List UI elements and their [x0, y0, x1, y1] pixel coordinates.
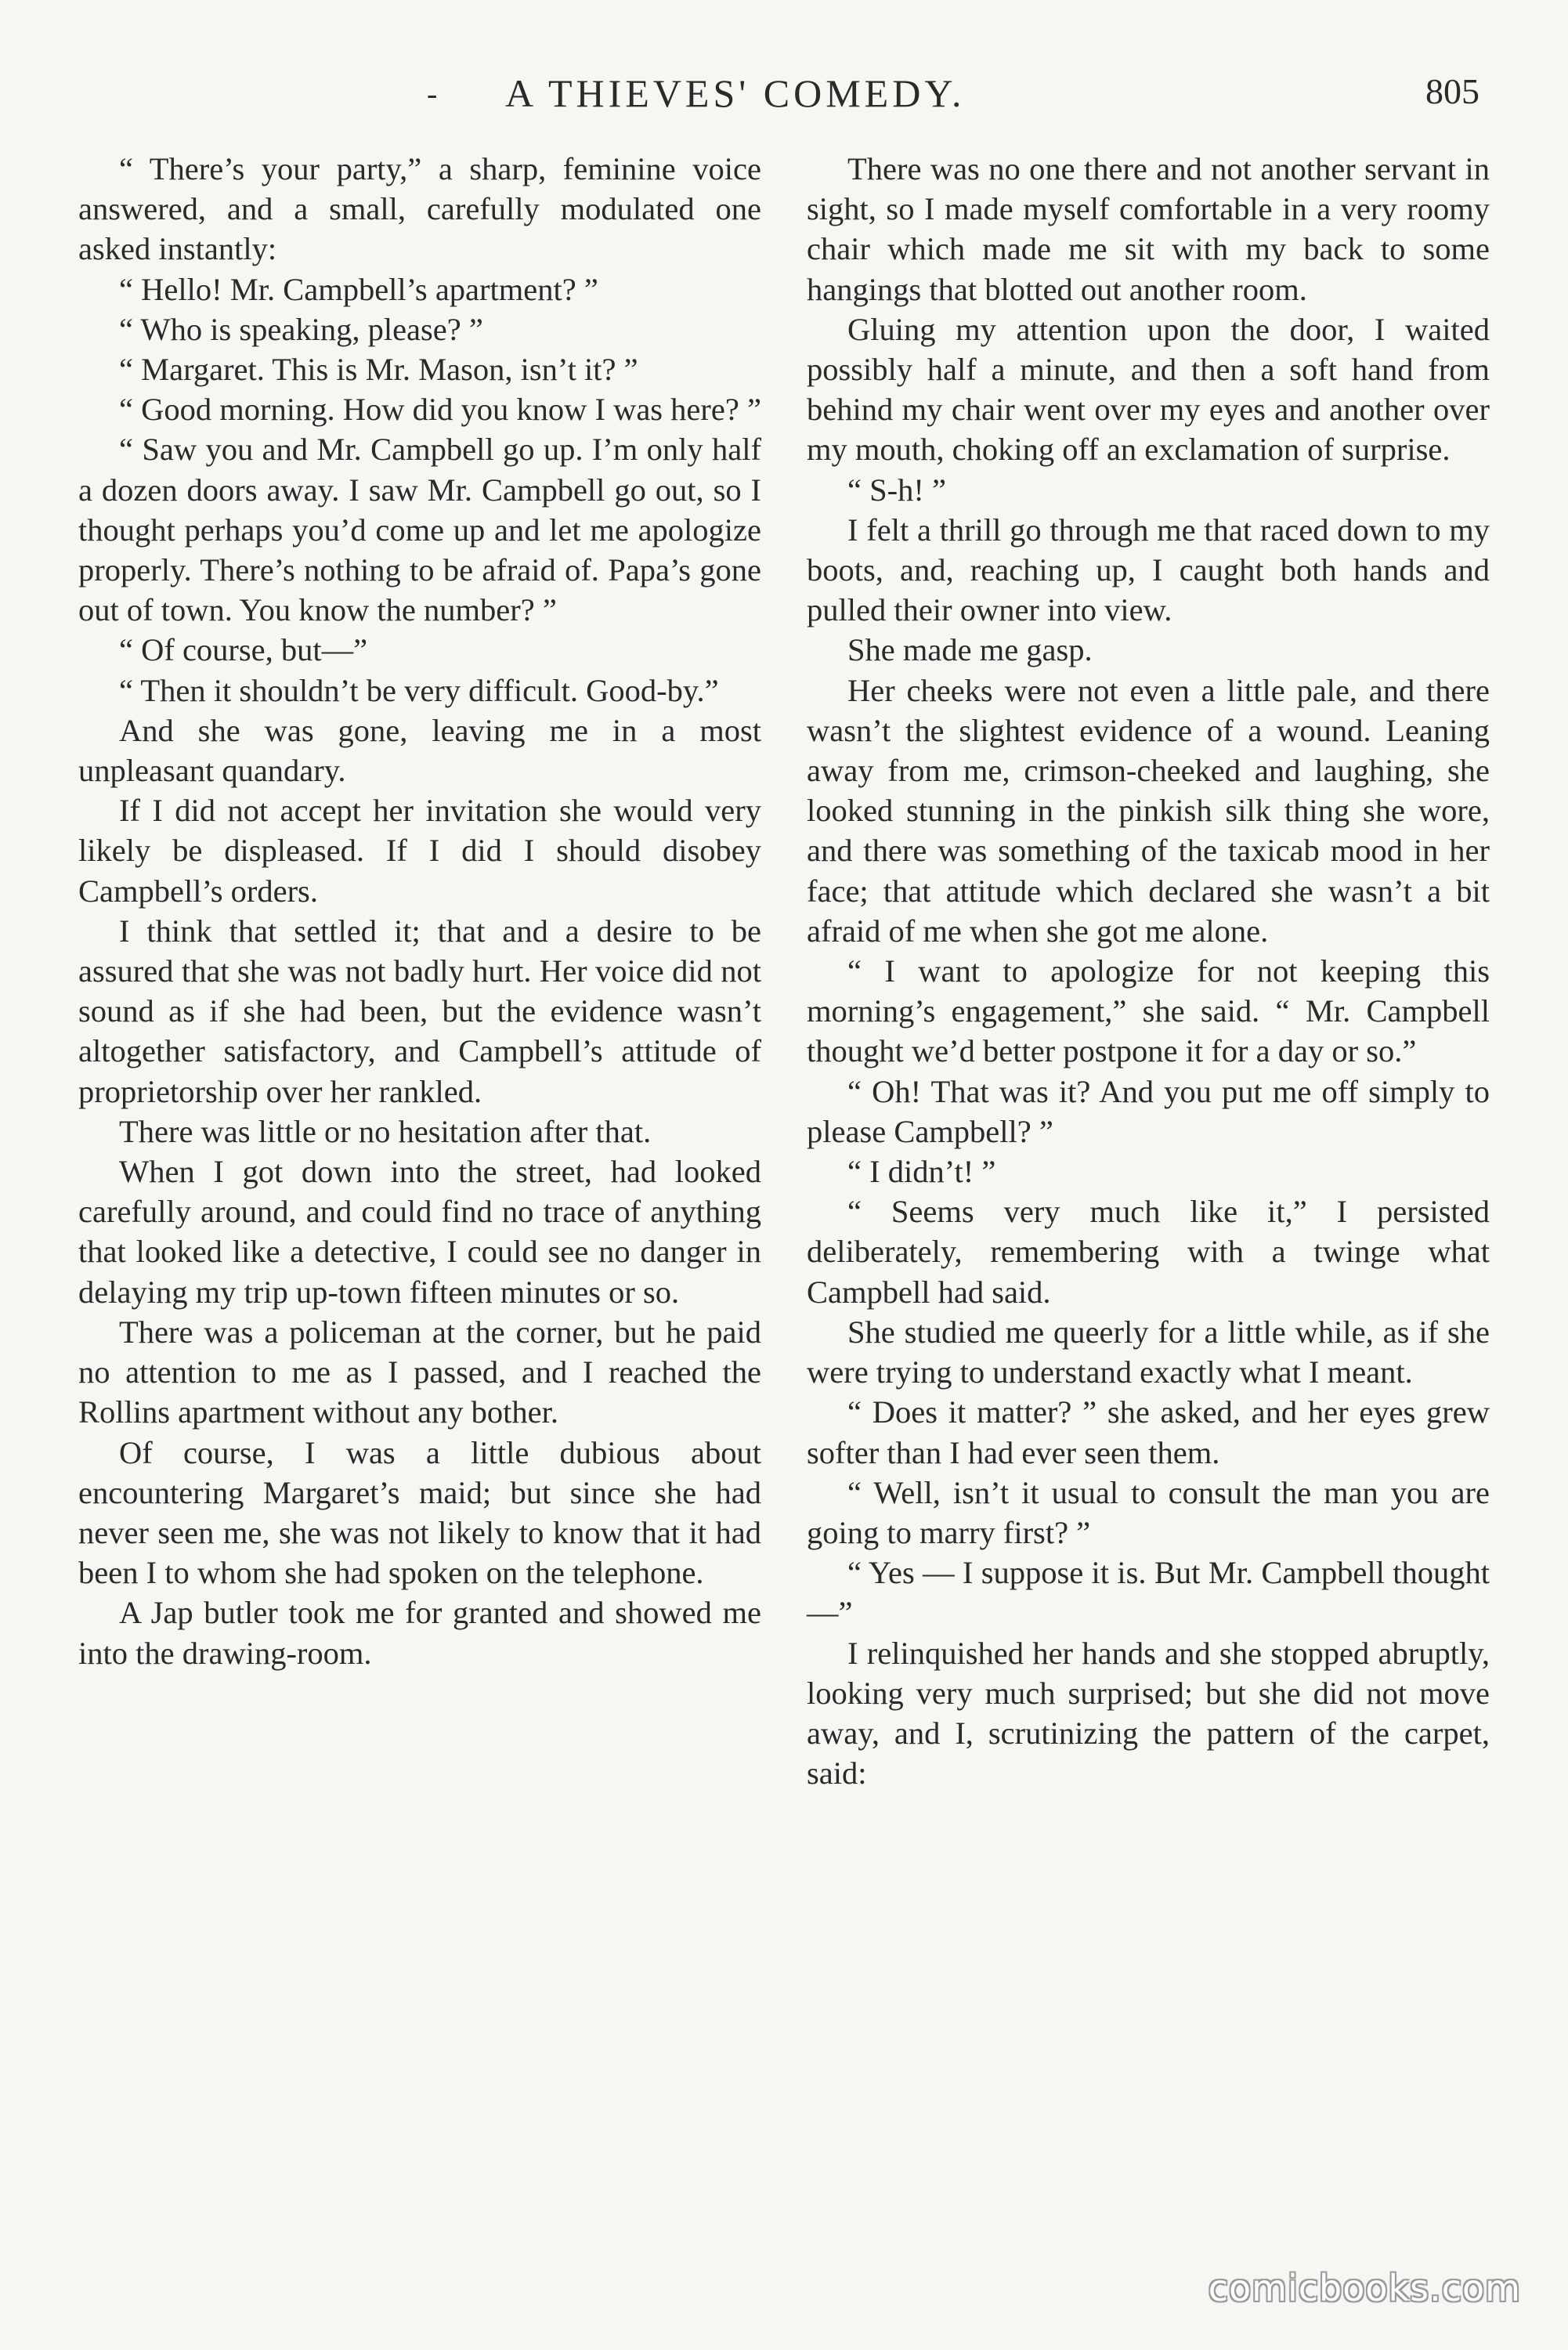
- paragraph: A Jap butler took me for granted and showed me into the drawing-room.: [78, 1595, 761, 1671]
- running-title: A THIEVES' COMEDY.: [505, 71, 966, 115]
- paragraph: “ Saw you and Mr. Campbell go up. I’m only half a dozen doors away. I saw Mr. Campbell go out, so I thought perhaps you’d come up and let me apologize properly. There’s nothing to be afraid of. Papa’s gone out of town. You know the number? ”: [78, 432, 761, 628]
- paragraph: Her cheeks were not even a little pale, and there wasn’t the slightest evidence of a wound. Leaning away from me, crimson-cheeked and laughing, she looked stunning in the pinkish silk thing she wore, and there was something of the taxicab mood in her face; that attitude which declared she wasn’t a bit afraid of me when she got me alone.: [807, 672, 1490, 949]
- paragraph: I relinquished her hands and she stopped abruptly, looking very much surprised; but she did not move away, and I, scrutinizing the pattern of the carpet, said:: [807, 1635, 1490, 1791]
- paragraph: “ Of course, but—”: [119, 632, 368, 668]
- paragraph: I felt a thrill go through me that raced down to my boots, and, reaching up, I caught both hands and pulled their owner into view.: [807, 512, 1490, 628]
- paragraph: “ Does it matter? ” she asked, and her eyes grew softer than I had ever seen them.: [807, 1394, 1490, 1470]
- watermark: comicbooks.com: [1208, 2267, 1521, 2309]
- paragraph: “ Yes — I suppose it is. But Mr. Campbell thought—”: [807, 1555, 1490, 1631]
- header-dash: -: [427, 76, 438, 111]
- paragraph: “ Good morning. How did you know I was here? ”: [119, 392, 761, 428]
- paragraph: “ Well, isn’t it usual to consult the man you are going to marry first? ”: [807, 1474, 1490, 1550]
- paragraph: “ Who is speaking, please? ”: [119, 311, 483, 347]
- running-header: [0, 70, 1568, 118]
- paragraph: “ I didn’t! ”: [847, 1154, 996, 1190]
- paragraph: I think that settled it; that and a desire to be assured that she was not badly hurt. Her voice did not sound as if she had been, but the evidence wasn’t altogether satisfactory, and Campbell’s attitude of proprietorship over her rankled.: [78, 913, 761, 1109]
- paragraph: There was no one there and not another servant in sight, so I made myself comfortable in a very roomy chair which made me sit with my back to some hangings that blotted out another room.: [807, 151, 1490, 307]
- paragraph: “ Then it shouldn’t be very difficult. Good-by.”: [119, 672, 719, 708]
- paragraph: “ S-h! ”: [847, 472, 946, 508]
- paragraph: And she was gone, leaving me in a most unpleasant quandary.: [78, 712, 761, 789]
- paragraph: Gluing my attention upon the door, I waited possibly half a minute, and then a soft hand from behind my chair went over my eyes and another over my mouth, choking off an exclamation of surprise.: [807, 311, 1490, 468]
- paragraph: She studied me queerly for a little while, as if she were trying to understand exactly what I meant.: [807, 1314, 1490, 1390]
- paragraph: When I got down into the street, had looked carefully around, and could find no trace of anything that looked like a detective, I could see no danger in delaying my trip up-town fifteen minutes or so.: [78, 1154, 761, 1310]
- right-text-column: [807, 149, 1490, 1793]
- paragraph: If I did not accept her invitation she would very likely be displeased. If I did I should disobey Campbell’s orders.: [78, 793, 761, 909]
- paragraph: “ Hello! Mr. Campbell’s apartment? ”: [119, 271, 598, 307]
- paragraph: “ Seems very much like it,” I persisted deliberately, remembering with a twinge what Campbell had said.: [807, 1194, 1490, 1310]
- paragraph: “ There’s your party,” a sharp, feminine voice answered, and a small, carefully modulated one asked instantly:: [78, 151, 761, 267]
- paragraph: “ I want to apologize for not keeping this morning’s engagement,” she said. “ Mr. Campbell thought we’d better postpone it for a day or so.”: [807, 953, 1490, 1069]
- left-text-column: [78, 149, 761, 1673]
- page-number: 805: [1425, 71, 1479, 111]
- paragraph: “ Margaret. This is Mr. Mason, isn’t it? ”: [119, 352, 638, 388]
- paragraph: She made me gasp.: [847, 632, 1093, 668]
- paragraph: “ Oh! That was it? And you put me off simply to please Campbell? ”: [807, 1073, 1490, 1149]
- paragraph: There was a policeman at the corner, but he paid no attention to me as I passed, and I reached the Rollins apartment without any bother.: [78, 1314, 761, 1430]
- paragraph: There was little or no hesitation after that.: [119, 1113, 652, 1149]
- paragraph: Of course, I was a little dubious about encountering Margaret’s maid; but since she had never seen me, she was not likely to know that it had been I to whom she had spoken on the telephone.: [78, 1434, 761, 1591]
